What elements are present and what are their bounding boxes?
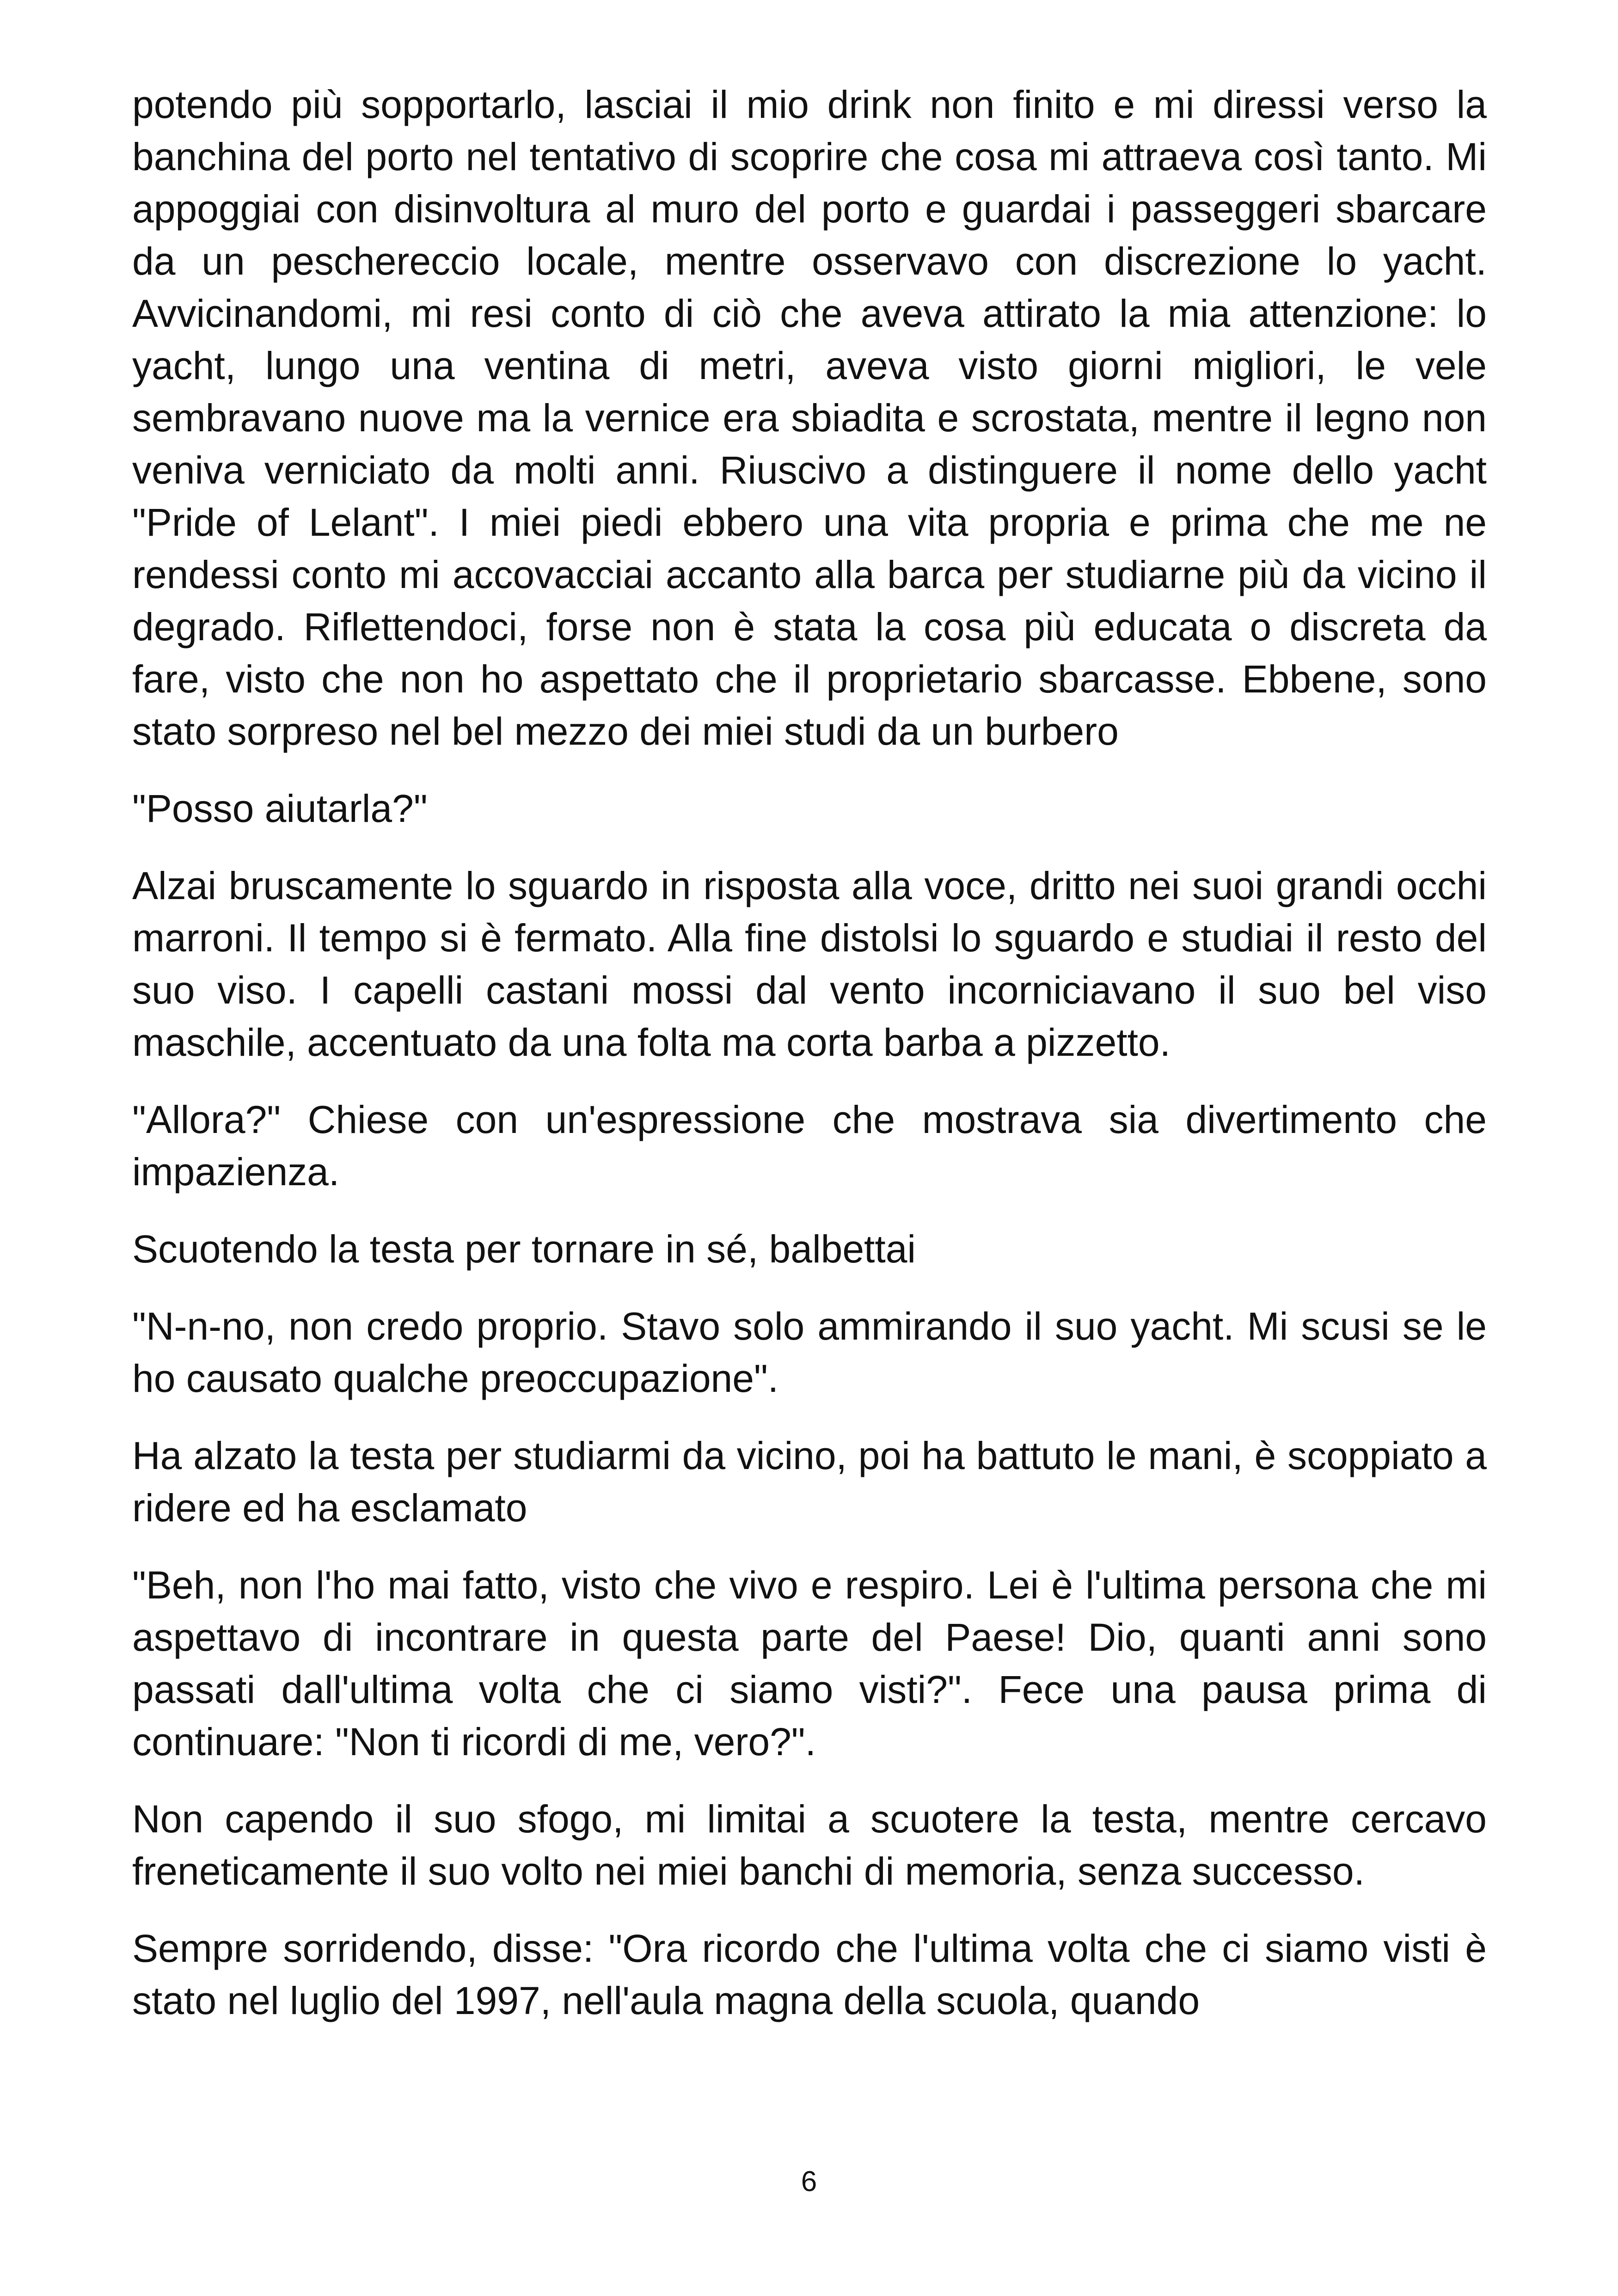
paragraph: "Beh, non l'ho mai fatto, visto che vivo e respiro. Lei è l'ultima persona che mi aspettavo di incontrare in questa parte del Paese! Dio, quanti anni sono passati dall'ultima volta che ci siamo visti?". Fece una pausa prima di continuare: "Non ti ricordi di me, vero?". [132,1563,1487,1763]
paragraph: Scuotendo la testa per tornare in sé, balbettai [132,1227,916,1271]
paragraph: Alzai bruscamente lo sguardo in risposta alla voce, dritto nei suoi grandi occhi marroni. Il tempo si è fermato. Alla fine distolsi lo sguardo e studiai il resto del suo viso. I capelli castani mossi dal vento incorniciavano il suo bel viso maschile, accentuato da una folta ma corta barba a pizzetto. [132,864,1487,1064]
page-number: 6 [801,2166,817,2198]
paragraph: Ha alzato la testa per studiarmi da vicino, poi ha battuto le mani, è scoppiato a ridere ed ha esclamato [132,1434,1487,1530]
paragraph: "N-n-no, non credo proprio. Stavo solo ammirando il suo yacht. Mi scusi se le ho causato qualche preoccupazione". [132,1304,1487,1400]
paragraph: Non capendo il suo sfogo, mi limitai a scuotere la testa, mentre cercavo freneticamente il suo volto nei miei banchi di memoria, senza successo. [132,1797,1487,1893]
paragraph: potendo più sopportarlo, lasciai il mio drink non finito e mi diressi verso la banchina del porto nel tentativo di scoprire che cosa mi attraeva così tanto. Mi appoggiai con disinvoltura al muro del porto e guardai i passeggeri sbarcare da un peschereccio locale, mentre osservavo con discrezione lo yacht. Avvicinandomi, mi resi conto di ciò che aveva attirato la mia attenzione: lo yacht, lungo una ventina di metri, aveva visto giorni migliori, le vele sembravano nuove ma la vernice era sbiadita e scrostata, mentre il legno non veniva verniciato da molti anni. Riuscivo a distinguere il nome dello yacht "Pride of Lelant". I miei piedi ebbero una vita propria e prima che me ne rendessi conto mi accovacciai accanto alla barca per studiarne più da vicino il degrado. Riflettendoci, forse non è stata la cosa più educata o discreta da fare, visto che non ho aspettato che il proprietario sbarcasse. Ebbene, sono stato sorpreso nel bel mezzo dei miei studi da un burbero [132,83,1487,753]
paragraph: "Posso aiutarla?" [132,787,428,830]
paragraph: Sempre sorridendo, disse: "Ora ricordo che l'ultima volta che ci siamo visti è stato nel luglio del 1997, nell'aula magna della scuola, quando [132,1927,1487,2022]
body-text [132,79,1487,2052]
paragraph: "Allora?" Chiese con un'espressione che mostrava sia divertimento che impazienza. [132,1098,1487,1194]
